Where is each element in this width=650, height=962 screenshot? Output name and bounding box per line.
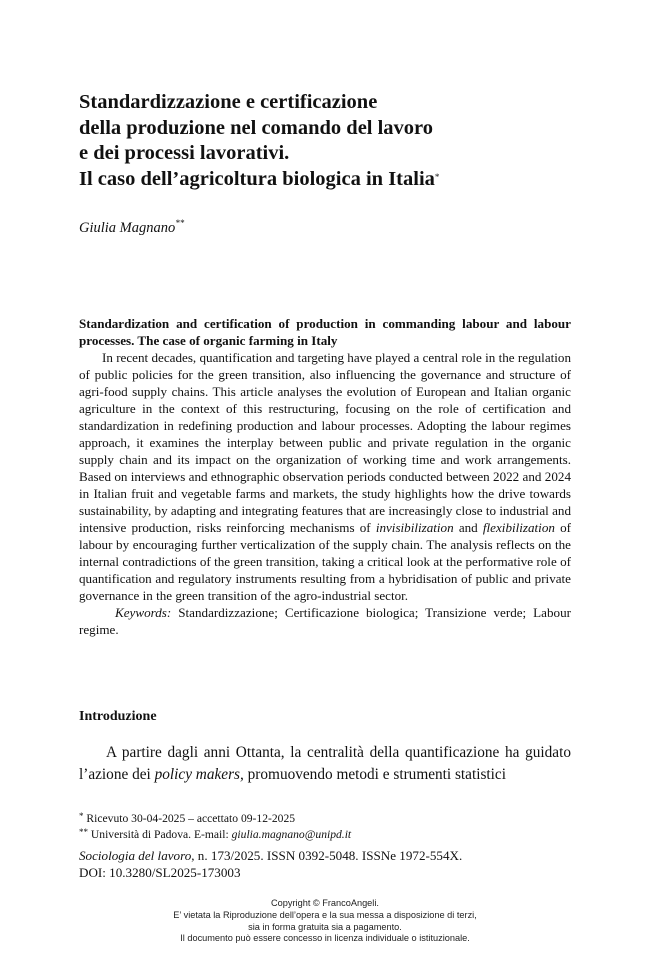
abstract-body [79, 349, 571, 604]
footnote [79, 811, 351, 827]
journal-info [79, 848, 462, 881]
copyright-line: E’ vietata la Riproduzione dell’opera e la sua messa a disposizione di terzi, [173, 909, 477, 920]
footnote-marker: ** [79, 826, 88, 837]
journal-citation [79, 848, 462, 865]
footnote-marker: * [79, 811, 84, 821]
abstract [79, 315, 571, 638]
intro-text: A partire dagli anni Ottanta, la centralità della quantificazione ha guidato l’azione dei [79, 744, 571, 783]
abstract-text: and [453, 520, 483, 535]
journal-name: Sociologia del lavoro [79, 848, 192, 863]
abstract-text: In recent decades, quantification and targeting have played a central role in the regulation of public policies for the green transition, also influencing the governance and structure of agri-food supply chains. This article analyses the evolution of European and Italian organic agriculture in the context of this restructuring, focusing on the role of certification and standardization in redefining production and labour processes. Adopting the labour regimes approach, it examines the interplay between public and private regulation in the organic supply chain and its impact on the organization of working time and work arrangements. Based on interviews and ethnographic observation periods conducted between 2022 and 2024 in Italian fruit and vegetable farms and markets, the study highlights how the drive towards sustainability, by adapting and integrating features that are increasingly close to industrial and intensive production, risks reinforcing mechanisms of [79, 350, 571, 535]
title-footnote-marker: * [434, 171, 440, 182]
keywords [79, 604, 571, 638]
footnote [79, 827, 351, 843]
author-name [79, 220, 184, 237]
abstract-title: Standardization and certification of production in commanding labour and labour processes. The case of organic farming in Italy [79, 316, 571, 348]
intro-text: promuovendo metodi e strumenti statistici [243, 765, 506, 783]
title-line [79, 167, 579, 193]
title-line-text: Il caso dell’agricoltura biologica in Italia [79, 167, 435, 190]
journal-doi: DOI: 10.3280/SL2025-173003 [79, 864, 241, 880]
copyright-line: Copyright © FrancoAngeli. [271, 898, 379, 908]
introduction-paragraph [79, 742, 571, 785]
article-title [79, 90, 579, 192]
author-email: giulia.magnano@unipd.it [231, 827, 352, 841]
footnote-text: Università di Padova. E-mail: [90, 827, 232, 841]
footnote-text: Ricevuto 30-04-2025 – accettato 09-12-2025 [86, 812, 296, 825]
author-footnote-marker: ** [175, 218, 185, 228]
copyright-notice [0, 898, 650, 945]
abstract-italic-term: flexibilization [482, 520, 555, 535]
copyright-line: Il documento può essere concesso in licenza individuale o istituzionale. [180, 933, 470, 944]
title-line: della produzione nel comando del lavoro [79, 116, 434, 139]
title-line: Standardizzazione e certificazione [79, 91, 378, 113]
abstract-text: of labour by encouraging further verticalization of the supply chain. The analysis reflects on the internal contradictions of the green transition, taking a critical look at the performative role of quantification and regulatory instruments resulting from a hybridisation of public and private governance in the green transition of the agro-industrial sector. [79, 520, 571, 603]
intro-italic-term: policy makers, [154, 765, 244, 783]
copyright-line: sia in forma gratuita sia a pagamento. [248, 921, 402, 932]
title-line: e dei processi lavorativi. [79, 142, 290, 164]
journal-details: , n. 173/2025. ISSN 0392-5048. ISSNe 1972-554X. [191, 848, 463, 863]
footnotes [79, 811, 351, 842]
section-heading: Introduzione [79, 709, 157, 724]
author-text: Giulia Magnano [79, 220, 176, 236]
keywords-text: Standardizzazione; Certificazione biologica; Transizione verde; Labour regime. [79, 605, 571, 637]
abstract-italic-term: invisibilization [375, 520, 454, 535]
keywords-label: Keywords: [115, 605, 172, 620]
